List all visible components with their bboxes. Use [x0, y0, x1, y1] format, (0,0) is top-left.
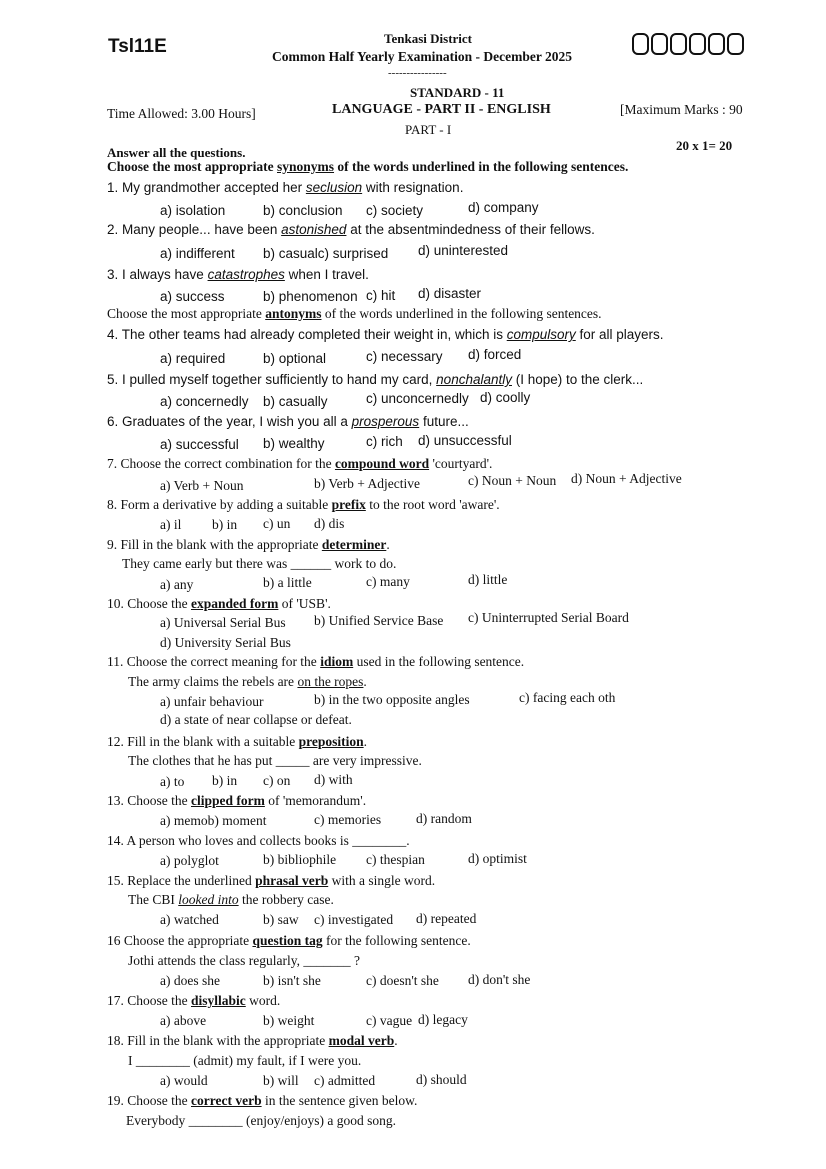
option-d: d) unsuccessful: [418, 433, 512, 448]
option-a: a) required: [160, 351, 226, 366]
option-d: d) should: [416, 1072, 467, 1087]
option-d: d) forced: [468, 347, 522, 362]
register-box: [670, 33, 687, 55]
option-c: c) doesn't she: [366, 973, 439, 988]
question-19: 19. Choose the correct verb in the sentence given below.: [107, 1093, 418, 1108]
option-c: c) investigated: [314, 912, 394, 927]
time-allowed: Time Allowed: 3.00 Hours]: [107, 106, 256, 121]
option-d: d) dis: [314, 516, 345, 531]
marks-formula: 20 x 1= 20: [676, 138, 733, 153]
option-a: a) concernedly: [160, 394, 249, 409]
option-a: a) success: [160, 289, 225, 304]
option-d: d) legacy: [418, 1012, 468, 1027]
synonyms-instruction: Choose the most appropriate synonyms of the words underlined in the following sentences.: [107, 159, 629, 174]
option-d: d) disaster: [418, 286, 482, 301]
option-d: d) with: [314, 772, 353, 787]
register-box: [708, 33, 725, 55]
option-c: c) vague: [366, 1013, 413, 1028]
option-a: a) any: [160, 577, 194, 592]
option-d: d) don't she: [468, 972, 531, 987]
option-a: a) Verb + Noun: [160, 478, 244, 493]
question-16-sentence: Jothi attends the class regularly, _______ ?: [128, 953, 360, 968]
option-c: c) unconcernedly: [366, 391, 469, 406]
question-5: 5. I pulled myself together sufficiently to hand my card, nonchalantly (I hope) to the clerk...: [107, 372, 644, 387]
option-a: a) above: [160, 1013, 207, 1028]
register-box: [632, 33, 649, 55]
option-a: a) unfair behaviour: [160, 694, 264, 709]
option-b: b) will: [263, 1073, 299, 1088]
option-c: c) thespian: [366, 852, 425, 867]
option-b: b) conclusion: [263, 203, 343, 218]
option-a: a) successful: [160, 437, 239, 452]
option-b: b) bibliophile: [263, 852, 337, 867]
register-box: [651, 33, 668, 55]
option-b: b) weight: [263, 1013, 315, 1028]
option-c: c) hit: [366, 288, 396, 303]
option-a: a) watched: [160, 912, 219, 927]
question-18-sentence: I ________ (admit) my fault, if I were you.: [128, 1053, 362, 1068]
option-d: d) Noun + Adjective: [571, 471, 682, 486]
exam-title: Common Half Yearly Examination - December 2025: [272, 49, 572, 64]
option-a: a) indifferent: [160, 246, 235, 261]
option-c: c) memories: [314, 812, 382, 827]
option-a: a) isolation: [160, 203, 226, 218]
option-d: d) a state of near collapse or defeat.: [160, 712, 352, 727]
option-c: c) rich: [366, 434, 403, 449]
question-16: 16 Choose the appropriate question tag for the following sentence.: [107, 933, 471, 948]
option-a: a) would: [160, 1073, 208, 1088]
option-b: b) in: [212, 517, 238, 532]
option-d: d) University Serial Bus: [160, 635, 291, 650]
option-d: d) coolly: [480, 390, 531, 405]
option-b: b) casualc) surprised: [263, 246, 389, 261]
question-12: 12. Fill in the blank with a suitable preposition.: [107, 734, 367, 749]
option-d: d) repeated: [416, 911, 477, 926]
option-c: c) admitted: [314, 1073, 376, 1088]
option-b: b) a little: [263, 575, 312, 590]
question-12-sentence: The clothes that he has put _____ are very impressive.: [128, 753, 422, 768]
option-a: a) does she: [160, 973, 220, 988]
option-b: b) in: [212, 773, 238, 788]
question-6: 6. Graduates of the year, I wish you all a prosperous future...: [107, 414, 469, 429]
question-11-sentence: The army claims the rebels are on the ropes.: [128, 674, 367, 689]
header-divider: ----------------: [388, 67, 447, 79]
option-b: b) in the two opposite angles: [314, 692, 470, 707]
question-19-sentence: Everybody ________ (enjoy/enjoys) a good song.: [126, 1113, 396, 1128]
question-18: 18. Fill in the blank with the appropriate modal verb.: [107, 1033, 398, 1048]
standard-label: STANDARD - 11: [410, 85, 505, 100]
option-c: c) Noun + Noun: [468, 473, 557, 488]
option-a: a) polyglot: [160, 853, 219, 868]
part-label: PART - I: [405, 122, 452, 137]
option-c: c) necessary: [366, 349, 443, 364]
option-a: a) Universal Serial Bus: [160, 615, 286, 630]
subject-title: LANGUAGE - PART II - ENGLISH: [332, 102, 551, 117]
option-b: b) Verb + Adjective: [314, 476, 420, 491]
option-b: b) casually: [263, 394, 328, 409]
option-a: a) memob) moment: [160, 813, 267, 828]
answer-all-instruction: Answer all the questions.: [107, 145, 246, 160]
option-b: b) saw: [263, 912, 299, 927]
option-b: b) Unified Service Base: [314, 613, 444, 628]
option-b: b) phenomenon: [263, 289, 358, 304]
option-b: b) optional: [263, 351, 327, 366]
option-c: c) Uninterrupted Serial Board: [468, 610, 629, 625]
register-box: [689, 33, 706, 55]
option-d: d) company: [468, 200, 539, 215]
question-15: 15. Replace the underlined phrasal verb with a single word.: [107, 873, 436, 888]
option-c: c) facing each oth: [519, 690, 616, 705]
exam-code: Tsl11E: [108, 36, 167, 57]
register-box: [727, 33, 744, 55]
option-d: d) optimist: [468, 851, 527, 866]
maximum-marks: [Maximum Marks : 90: [620, 102, 743, 117]
option-d: d) uninterested: [418, 243, 509, 258]
option-d: d) little: [468, 572, 508, 587]
antonyms-instruction: Choose the most appropriate antonyms of the words underlined in the following sentences.: [107, 306, 602, 321]
question-3: 3. I always have catastrophes when I travel.: [107, 267, 369, 282]
question-2: 2. Many people... have been astonished at the absentmindedness of their fellows.: [107, 222, 595, 237]
option-c: c) on: [263, 773, 291, 788]
question-10: 10. Choose the expanded form of 'USB'.: [107, 596, 331, 611]
question-9-sentence: They came early but there was ______ work to do.: [122, 556, 397, 571]
question-11: 11. Choose the correct meaning for the idiom used in the following sentence.: [107, 654, 525, 669]
option-c: c) society: [366, 203, 424, 218]
question-1: 1. My grandmother accepted her seclusion with resignation.: [107, 180, 464, 195]
option-c: c) un: [263, 516, 291, 531]
question-7: 7. Choose the correct combination for the compound word 'courtyard'.: [107, 456, 493, 471]
question-8: 8. Form a derivative by adding a suitable prefix to the root word 'aware'.: [107, 497, 500, 512]
question-13: 13. Choose the clipped form of 'memorandum'.: [107, 793, 367, 808]
register-number-boxes: [632, 33, 744, 55]
question-4: 4. The other teams had already completed their weight in, which is compulsory for all players.: [107, 327, 664, 342]
district-title: Tenkasi District: [384, 31, 472, 46]
option-b: b) isn't she: [263, 973, 321, 988]
question-17: 17. Choose the disyllabic word.: [107, 993, 281, 1008]
question-9: 9. Fill in the blank with the appropriate determiner.: [107, 537, 390, 552]
question-14: 14. A person who loves and collects books is ________.: [107, 833, 410, 848]
option-a: a) il: [160, 517, 182, 532]
option-c: c) many: [366, 574, 410, 589]
option-a: a) to: [160, 774, 185, 789]
option-d: d) random: [416, 811, 472, 826]
question-15-sentence: The CBI looked into the robbery case.: [128, 892, 334, 907]
option-b: b) wealthy: [263, 436, 325, 451]
